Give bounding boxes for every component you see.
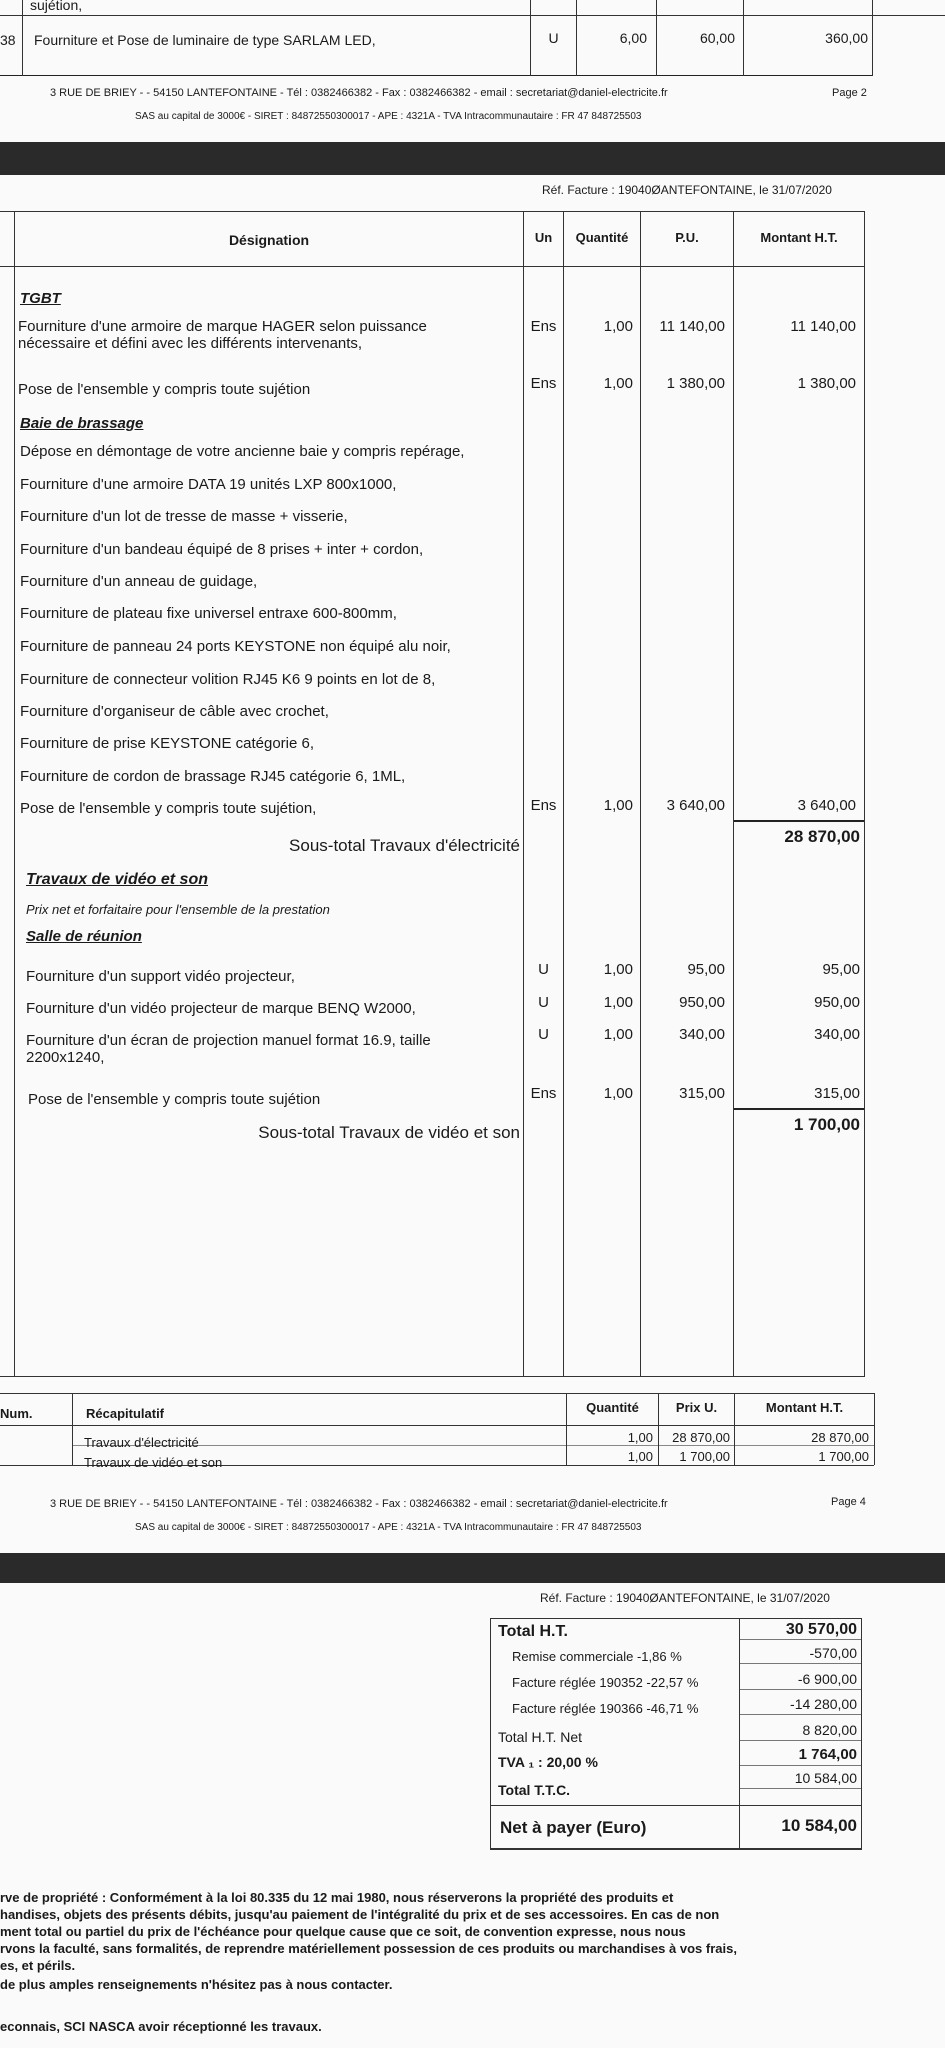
totals-rule (740, 1765, 861, 1766)
totals-rule (740, 1663, 861, 1664)
line-unit-price: 95,00 (687, 961, 725, 978)
legal-text-line: rve de propriété : Conformément à la loi 80.335 du 12 mai 1980, nous réserverons la propriété des produits et (0, 1890, 674, 1905)
line-quantity: 1,00 (603, 994, 633, 1011)
line-unit: U (538, 1026, 549, 1043)
invoice-reference: Réf. Facture : 19040ØANTEFONTAINE, le 31/07/2020 (542, 183, 832, 197)
total-ttc-value: 10 584,00 (794, 1770, 857, 1786)
page-5 (0, 1583, 945, 2048)
page-number: Page 4 (831, 1496, 866, 1508)
section-title-video: Travaux de vidéo et son (26, 871, 208, 888)
totals-rule (490, 1618, 491, 1850)
net-to-pay-value: 10 584,00 (781, 1816, 857, 1835)
line-unit-price: 340,00 (679, 1026, 725, 1043)
line-unit-price: 11 140,00 (659, 318, 725, 335)
line-description: Pose de l'ensemble y compris toute sujétion (28, 1091, 321, 1108)
table-rule (0, 15, 945, 16)
list-item: Dépose en démontage de votre ancienne baie y compris repérage, (20, 443, 465, 460)
table-rule (864, 211, 865, 1376)
footer-address: 3 RUE DE BRIEY - - 54150 LANTEFONTAINE - Tél : 0382466382 - Fax : 0382466382 - email : secretariat@daniel-electricite.fr (50, 87, 668, 99)
paid-invoice-value: -6 900,00 (797, 1671, 857, 1687)
table-rule (22, 0, 23, 76)
row-description: Fourniture et Pose de luminaire de type SARLAM LED, (34, 32, 376, 48)
header-unit-price: P.U. (675, 230, 699, 245)
table-rule (0, 1376, 865, 1377)
totals-rule (740, 1689, 861, 1690)
list-item: Fourniture d'organiseur de câble avec crochet, (20, 703, 329, 720)
line-description: Fourniture d'une armoire de marque HAGER selon puissance (18, 318, 427, 335)
recap-header-amount: Montant H.T. (765, 1400, 844, 1415)
subtotal-value: 28 870,00 (784, 827, 860, 846)
totals-rule (740, 1714, 861, 1715)
recap-row-amount: 28 870,00 (811, 1430, 869, 1445)
list-item: Pose de l'ensemble y compris toute sujétion, (20, 800, 317, 817)
list-item: Fourniture de prise KEYSTONE catégorie 6, (20, 735, 315, 752)
legal-text-line: es, et périls. (0, 1958, 76, 1973)
row-quantity: 6,00 (619, 30, 647, 46)
row-amount: 360,00 (825, 30, 868, 46)
totals-rule (740, 1639, 861, 1640)
page-2-fragment (0, 0, 945, 142)
section-note: Prix net et forfaitaire pour l'ensemble de la prestation (26, 902, 330, 917)
previous-line-text: sujétion, (30, 0, 83, 13)
footer-address: 3 RUE DE BRIEY - - 54150 LANTEFONTAINE - Tél : 0382466382 - Fax : 0382466382 - email : secretariat@daniel-electricite.fr (50, 1498, 668, 1510)
totals-rule (490, 1848, 861, 1850)
line-unit: U (538, 961, 549, 978)
totals-rule (490, 1618, 861, 1619)
legal-text-line: handises, objets des présents débits, jusqu'au paiement de l'intégralité du prix et de ses accessoires. En cas de non (0, 1907, 720, 1922)
vat-value: 1 764,00 (798, 1746, 857, 1763)
page-4 (0, 175, 945, 1553)
list-item: Fourniture d'un anneau de guidage, (20, 573, 258, 590)
line-amount: 950,00 (814, 994, 860, 1011)
list-item: Fourniture d'un vidéo projecteur de marque BENQ W2000, (26, 1000, 416, 1017)
line-description-cont: nécessaire et défini avec les différents intervenants, (18, 335, 363, 352)
line-amount: 315,00 (814, 1085, 860, 1102)
subtotal-rule (734, 820, 864, 822)
recap-row-amount: 1 700,00 (818, 1449, 869, 1464)
line-amount: 11 140,00 (790, 318, 856, 335)
totals-rule (490, 1805, 861, 1806)
line-unit: U (538, 994, 549, 1011)
line-quantity: 1,00 (603, 961, 633, 978)
paid-invoice-label: Facture réglée 190366 -46,71 % (512, 1701, 699, 1716)
footer-legal: SAS au capital de 3000€ - SIRET : 84872550300017 - APE : 4321A - TVA Intracommunautaire : FR 47 848725503 (135, 111, 642, 122)
list-item: Fourniture de connecteur volition RJ45 K6 9 points en lot de 8, (20, 671, 436, 688)
recap-row-label: Travaux d'électricité (84, 1435, 199, 1450)
line-unit-price: 950,00 (679, 994, 725, 1011)
legal-text-line: rvons la faculté, sans formalités, de reprendre matériellement possession de ces produits ou marchandises à vos frais, (0, 1941, 737, 1956)
header-designation: Désignation (228, 232, 310, 248)
acknowledgement-text: econnais, SCI NASCA avoir réceptionné les travaux. (0, 2019, 322, 2034)
recap-rule (0, 1393, 874, 1394)
totals-rule (861, 1618, 862, 1850)
total-ht-net-value: 8 820,00 (802, 1722, 857, 1738)
list-item: Fourniture d'un lot de tresse de masse + visserie, (20, 508, 348, 525)
line-description: Pose de l'ensemble y compris toute sujétion (18, 381, 311, 398)
header-quantity: Quantité (575, 230, 629, 245)
header-unit: Un (534, 230, 553, 245)
line-quantity: 1,00 (603, 1026, 633, 1043)
recap-row-quantity: 1,00 (627, 1430, 653, 1445)
paid-invoice-label: Facture réglée 190352 -22,57 % (512, 1675, 699, 1690)
list-item: Fourniture d'un support vidéo projecteur, (26, 968, 295, 985)
contact-text: de plus amples renseignements n'hésitez pas à nous contacter. (0, 1977, 393, 1992)
subtotal-label: Sous-total Travaux d'électricité (289, 836, 520, 855)
line-amount: 3 640,00 (797, 797, 856, 814)
recap-row-label: Travaux de vidéo et son (84, 1455, 223, 1470)
row-number: 38 (0, 32, 16, 48)
discount-label: Remise commerciale -1,86 % (512, 1649, 682, 1664)
legal-text-line: ment total ou partiel du prix de l'échéance pour quelque cause que ce soit, de convention expresse, nous nous (0, 1924, 686, 1939)
line-unit-price: 315,00 (679, 1085, 725, 1102)
section-title-salle: Salle de réunion (26, 928, 142, 945)
table-rule (872, 0, 873, 76)
recap-row-quantity: 1,00 (627, 1449, 653, 1464)
recap-header-label: Récapitulatif (86, 1406, 165, 1421)
paid-invoice-value: -14 280,00 (790, 1696, 857, 1712)
subtotal-label: Sous-total Travaux de vidéo et son (258, 1123, 520, 1142)
totals-rule (740, 1740, 861, 1741)
recap-rule (72, 1393, 73, 1465)
list-item: Fourniture d'un écran de projection manuel format 16.9, taille (26, 1032, 431, 1049)
totals-rule (740, 1788, 861, 1789)
table-rule (0, 211, 865, 212)
total-ht-net-label: Total H.T. Net (498, 1729, 583, 1745)
list-item: Fourniture de panneau 24 ports KEYSTONE non équipé alu noir, (20, 638, 451, 655)
footer-legal: SAS au capital de 3000€ - SIRET : 84872550300017 - APE : 4321A - TVA Intracommunautaire : FR 47 848725503 (135, 1522, 642, 1533)
line-quantity: 1,00 (603, 375, 633, 392)
vat-label: TVA ₁ : 20,00 % (498, 1754, 598, 1770)
page-number: Page 2 (832, 87, 867, 99)
list-item-cont: 2200x1240, (26, 1049, 105, 1066)
section-title-tgbt: TGBT (20, 290, 61, 307)
net-to-pay-label: Net à payer (Euro) (500, 1818, 647, 1837)
list-item: Fourniture d'un bandeau équipé de 8 prises + inter + cordon, (20, 541, 424, 558)
recap-row-unit-price: 28 870,00 (672, 1430, 730, 1445)
invoice-reference: Réf. Facture : 19040ØANTEFONTAINE, le 31/07/2020 (540, 1591, 830, 1605)
recap-rule (0, 1425, 874, 1426)
recap-row-unit-price: 1 700,00 (679, 1449, 730, 1464)
row-unit: U (548, 30, 559, 46)
line-amount: 95,00 (822, 961, 860, 978)
total-ht-label: Total H.T. (498, 1623, 568, 1640)
line-unit: Ens (530, 318, 557, 335)
recap-header-quantity: Quantité (586, 1400, 639, 1415)
recap-rule (874, 1393, 875, 1465)
line-unit: Ens (530, 375, 557, 392)
line-quantity: 1,00 (603, 318, 633, 335)
line-quantity: 1,00 (603, 797, 633, 814)
total-ttc-label: Total T.T.C. (498, 1782, 571, 1798)
list-item: Fourniture de cordon de brassage RJ45 catégorie 6, 1ML, (20, 768, 406, 785)
recap-header-unit-price: Prix U. (675, 1400, 718, 1415)
list-item: Fourniture d'une armoire DATA 19 unités LXP 800x1000, (20, 476, 397, 493)
table-rule (0, 75, 872, 76)
line-unit-price: 3 640,00 (666, 797, 725, 814)
recap-header-num: Num. (0, 1406, 33, 1421)
list-item: Fourniture de plateau fixe universel entraxe 600-800mm, (20, 605, 397, 622)
discount-value: -570,00 (809, 1645, 857, 1661)
section-title-baie: Baie de brassage (20, 415, 144, 432)
line-unit: Ens (530, 797, 557, 814)
table-rule (0, 266, 865, 267)
line-unit: Ens (530, 1085, 557, 1102)
table-rule (14, 211, 15, 1376)
line-amount: 340,00 (814, 1026, 860, 1043)
line-quantity: 1,00 (603, 1085, 633, 1102)
subtotal-value: 1 700,00 (793, 1115, 860, 1134)
line-amount: 1 380,00 (797, 375, 856, 392)
row-unit-price: 60,00 (699, 30, 735, 46)
header-amount: Montant H.T. (760, 230, 838, 245)
total-ht-value: 30 570,00 (785, 1621, 857, 1638)
subtotal-rule (734, 1108, 864, 1110)
line-unit-price: 1 380,00 (666, 375, 725, 392)
